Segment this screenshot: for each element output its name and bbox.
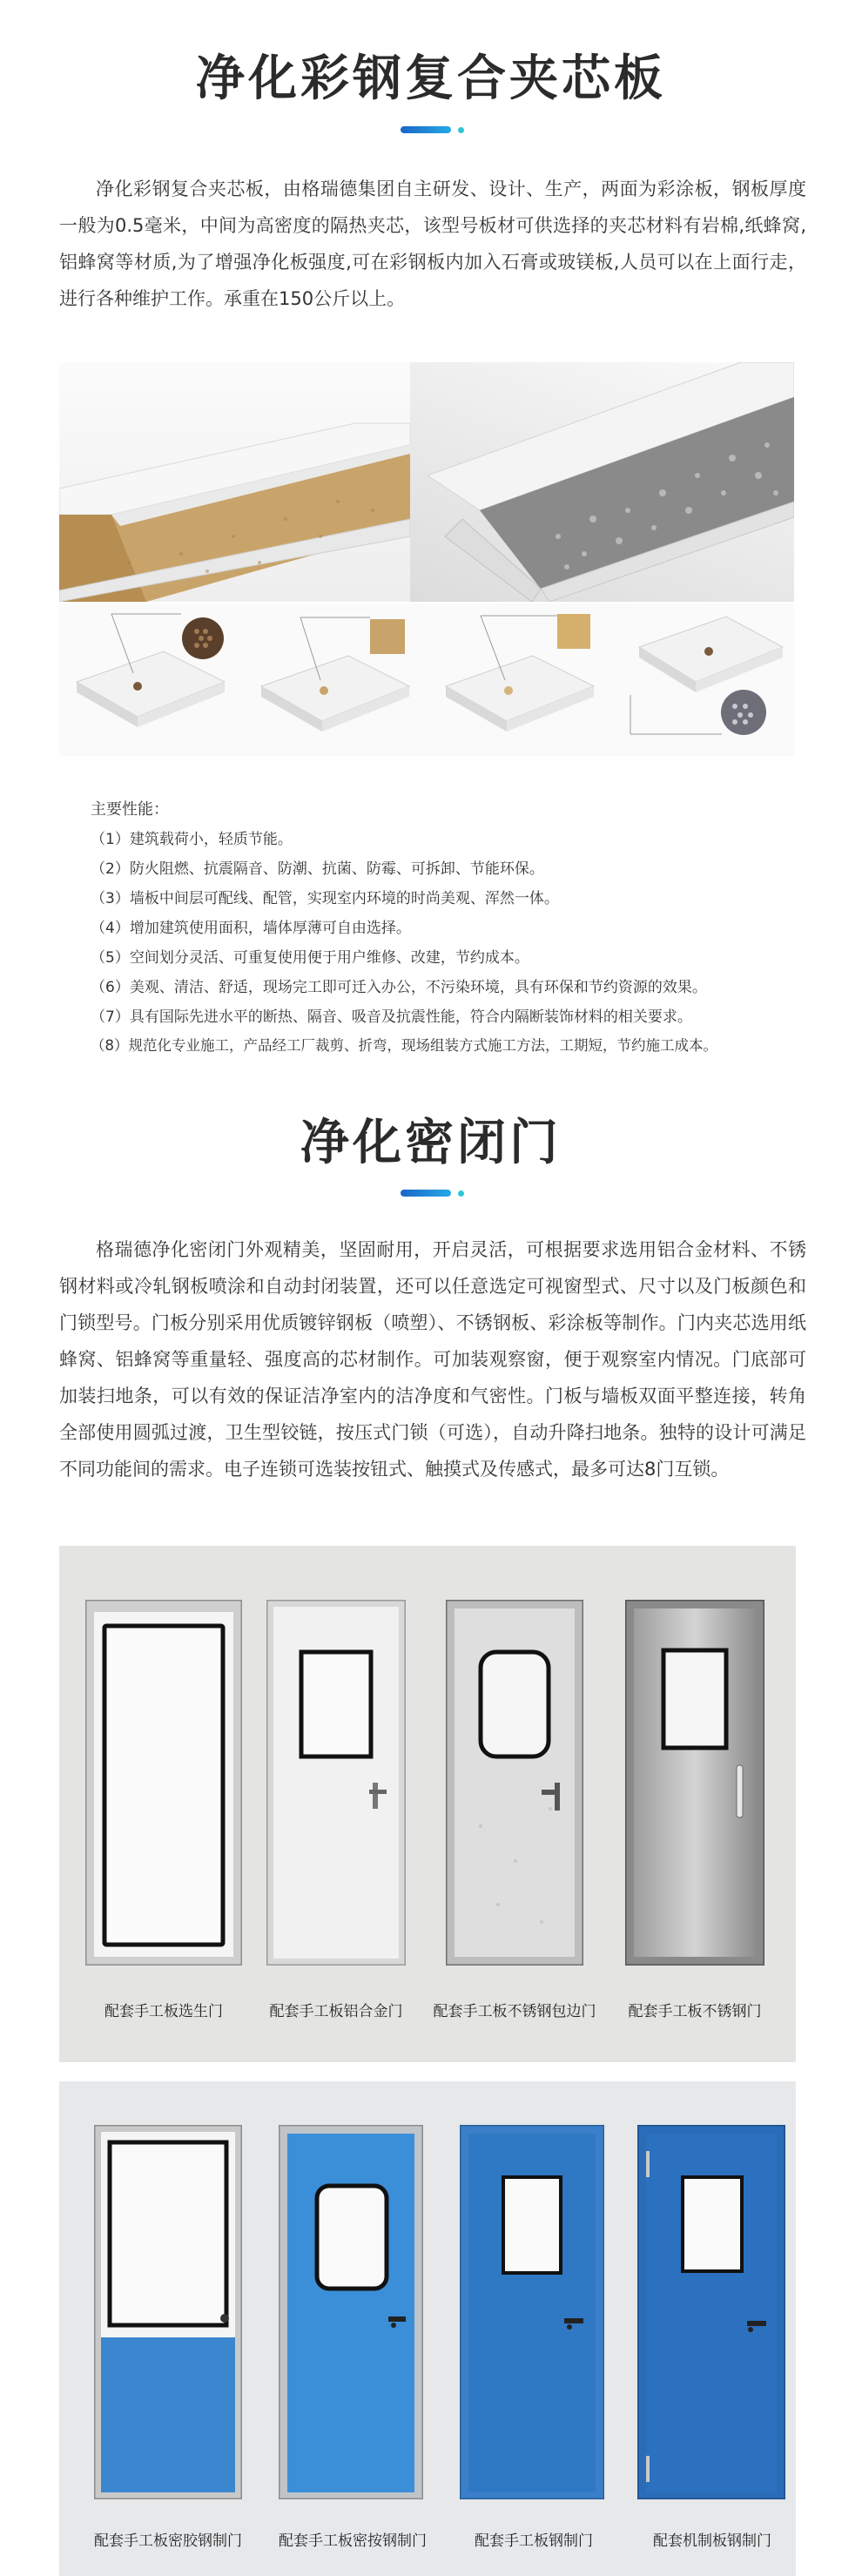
door-photo-row-1 bbox=[59, 1546, 796, 2062]
divider-bar bbox=[401, 126, 451, 133]
rockwool-sample bbox=[244, 604, 428, 756]
door-caption: 配套手工板铝合金门 bbox=[269, 2003, 403, 2020]
door-caption: 配套机制板钢制门 bbox=[653, 2532, 771, 2550]
section2-title: 净化密闭门 bbox=[300, 1115, 562, 1171]
divider-dot bbox=[458, 127, 464, 133]
feature-item: （6）美观、清洁、舒适，现场完工即可迁入办公，不污染环境，具有环保和节约资源的效果。 bbox=[91, 979, 707, 996]
divider-bar bbox=[401, 1190, 451, 1197]
feature-item: （3）墙板中间层可配线、配管，实现室内环境的时尚美观、浑然一体。 bbox=[91, 890, 559, 907]
aluminum-honeycomb-sample bbox=[613, 604, 794, 756]
section2-divider bbox=[401, 1190, 470, 1197]
feature-item: （2）防火阻燃、抗震隔音、防潮、抗菌、防霉、可拆卸、节能环保。 bbox=[91, 860, 544, 878]
paper-honeycomb-sample bbox=[59, 604, 244, 756]
aluminum-honeycomb-panel-photo bbox=[410, 362, 794, 602]
feature-item: （1）建筑载荷小，轻质节能。 bbox=[91, 831, 293, 848]
section2-paragraph: 格瑞德净化密闭门外观精美，坚固耐用，开启灵活，可根据要求选用铝合金材料、不锈钢材料或冷轧钢板喷涂和自动封闭装置，还可以任意选定可视窗型式、尺寸以及门板颜色和门锁型号。门板分别采用优质镀锌钢板（喷塑）、不锈钢板、彩涂板等制作。门内夹芯选用纸蜂窝、铝蜂窝等重量轻、强度高的芯材制作。可加装观察窗，便于观察室内情况。门底部可加装扫地条，可以有效的保证洁净室内的洁净度和气密性。门板与墙板双面平整连接，转角全部使用圆弧过渡，卫生型铰链，按压式门锁（可选），自动升降扫地条。独特的设计可满足不同功能间的需求。电子连锁可选装按钮式、触摸式及传感式，最多可达8门互锁。 bbox=[59, 1239, 806, 1480]
door-caption: 配套手工板选生门 bbox=[104, 2003, 223, 2020]
rockwool-panel-photo bbox=[59, 362, 410, 602]
divider-dot bbox=[458, 1190, 464, 1197]
stainless-steel-door bbox=[625, 1600, 764, 1966]
light-blue-steel-door bbox=[279, 2125, 423, 2499]
door-caption: 配套手工板密按钢制门 bbox=[279, 2532, 427, 2550]
door-caption: 配套手工板密胶钢制门 bbox=[94, 2532, 242, 2550]
aluminum-alloy-door bbox=[266, 1600, 406, 1966]
machine-board-steel-door bbox=[637, 2125, 785, 2499]
features-title: 主要性能： bbox=[91, 800, 169, 819]
rockwool-sample-2 bbox=[428, 604, 613, 756]
feature-item: （5）空间划分灵活、可重复使用便于用户维修、改建，节约成本。 bbox=[91, 949, 529, 967]
door-caption: 配套手工板不锈钢门 bbox=[628, 2003, 762, 2020]
section1-divider bbox=[401, 126, 470, 133]
feature-item: （4）增加建筑使用面积，墙体厚薄可自由选择。 bbox=[91, 920, 411, 937]
feature-item: （7）具有国际先进水平的断热、隔音、吸音及抗震性能，符合内隔断装饰材料的相关要求。 bbox=[91, 1008, 692, 1026]
blue-steel-door bbox=[460, 2125, 604, 2499]
stainless-edged-door bbox=[446, 1600, 583, 1966]
door-photo-row-2 bbox=[59, 2081, 796, 2576]
white-framed-door bbox=[85, 1600, 242, 1966]
door-caption: 配套手工板不锈钢包边门 bbox=[433, 2003, 596, 2020]
section1-paragraph: 净化彩钢复合夹芯板，由格瑞德集团自主研发、设计、生产，两面为彩涂板，钢板厚度一般为0.5毫米，中间为高密度的隔热夹芯，该型号板材可供选择的夹芯材料有岩棉,纸蜂窝,铝蜂窝等材质,为了增强净化板强度,可在彩钢板内加入石膏或玻镁板,人员可以在上面行走，进行各种维护工作。承重在150公斤以上。 bbox=[59, 179, 806, 309]
half-glass-steel-door bbox=[94, 2125, 242, 2499]
feature-item: （8）规范化专业施工，产品经工厂裁剪、折弯，现场组装方式施工方法，工期短，节约施工成本。 bbox=[91, 1037, 717, 1054]
section1-title: 净化彩钢复合夹芯板 bbox=[196, 51, 666, 107]
door-caption: 配套手工板钢制门 bbox=[475, 2532, 593, 2550]
